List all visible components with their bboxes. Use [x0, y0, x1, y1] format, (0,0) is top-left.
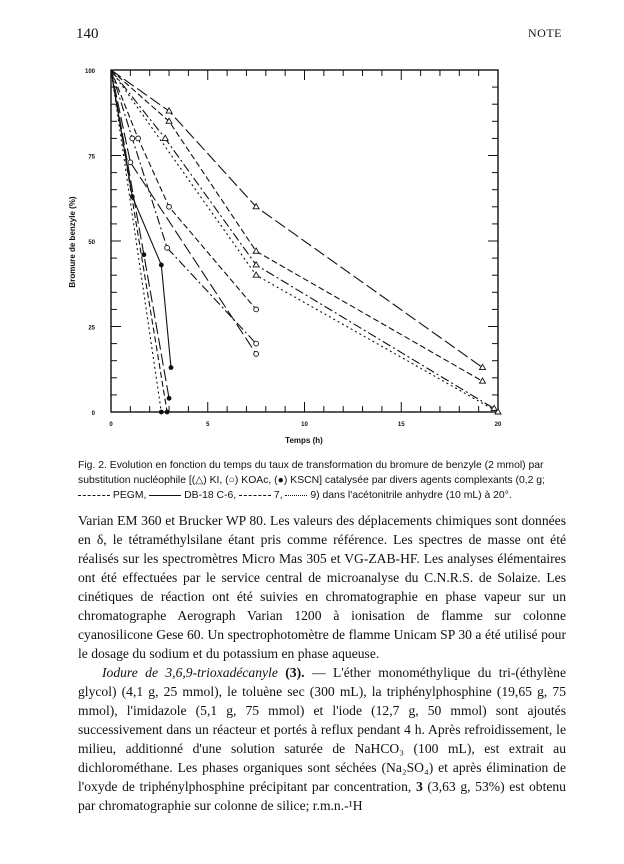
- series-line: [111, 70, 169, 398]
- x-tick-label: 10: [301, 422, 308, 428]
- series-7: [111, 70, 173, 370]
- data-point-dot: [167, 396, 172, 401]
- data-point-triangle: [480, 378, 486, 383]
- legend-line-solid: [149, 495, 181, 496]
- y-tick-label: 25: [88, 325, 95, 332]
- figure-caption: [78, 458, 564, 503]
- data-point-triangle: [166, 108, 172, 113]
- chart-axes: [85, 69, 502, 428]
- data-point-dot: [141, 252, 146, 257]
- data-point-circle: [165, 245, 170, 250]
- data-point-triangle: [480, 364, 486, 369]
- data-point-dot: [169, 365, 174, 370]
- x-tick-label: 20: [494, 422, 502, 428]
- data-point-dot: [159, 263, 164, 268]
- paragraph-2-text: — L'éther monométhylique du tri-(éthylène glycol) (4,1 g, 25 mmol), le toluène sec (300 mL), la triphénylphosphine (19,65 g, 75 mmol), l'imidazole (5,1 g, 75 mmol) et l'iode (12,7 g, 50 mmol) sont ajoutés successivement dans un réacteur et portés à reflux pendant 4 h. Après refroidissement, le milieu, additionné d'une solution saturée de NaHCO₃ (100 mL), est extrait au dichlorométhane. Les phases organiques sont séchées (Na₂SO₄) et après élimination de l'oxyde de triphénylphosphine précipitant par concentration,: [78, 665, 566, 794]
- data-point-circle: [254, 351, 259, 356]
- page-number: 140: [76, 26, 99, 42]
- caption-n7: 7,: [273, 490, 283, 501]
- y-tick-label: 75: [88, 154, 95, 161]
- series-line: [111, 70, 256, 354]
- compound-number: (3).: [285, 665, 305, 680]
- body-text: [78, 511, 566, 815]
- paragraph-2: [78, 663, 566, 815]
- running-head: NOTE: [528, 26, 562, 40]
- legend-line-dotted: [285, 495, 307, 496]
- data-point-circle: [128, 160, 133, 165]
- data-point-triangle: [491, 405, 497, 410]
- caption-n9: 9) dans l'acétonitrile anhydre (10 mL) à 20°.: [310, 490, 512, 501]
- compound-title: Iodure de 3,6,9-trioxadécanyle: [102, 665, 278, 680]
- series-line: [111, 70, 483, 381]
- series-8: [111, 70, 171, 401]
- series-4: [111, 70, 259, 312]
- series-6: [111, 70, 259, 356]
- legend-line-long-dash: [239, 495, 271, 496]
- data-point-triangle: [253, 272, 259, 277]
- caption-pegm: PEGM,: [112, 490, 147, 501]
- data-point-circle: [167, 204, 172, 209]
- paragraph-1: Varian EM 360 et Brucker WP 80. Les valeurs des déplacements chimiques sont données en δ, le tétraméthylsilane étant pris comme référence. Les spectres de masse ont été réalisés sur les spectromètres Micro Mas 305 et VG-ZAB-HF. Les analyses élémentaires ont été effectuées par le service central de microanalyse du C.N.R.S. de Solaize. Les cinétiques de réaction ont été suivies en chromatographie en phase vapeur sur un chromatographe Aerograph Varian 1200 à ionisation de flamme sur colonne cyanosilicone Gese 60. Un spectrophotomètre de flamme Unicam SP 30 a été utilisé pour le dosage du sodium et du potassium en phase aqueuse.: [78, 513, 566, 661]
- data-point-triangle: [162, 135, 168, 140]
- compound-ref: 3: [415, 779, 423, 794]
- y-axis-label: Bromure de benzyle (%): [68, 196, 77, 288]
- data-point-circle: [254, 307, 259, 312]
- x-axis-label: Temps (h): [285, 436, 323, 445]
- caption-text: Evolution en fonction du temps du taux de transformation du bromure de benzyle (2 mmol) par substitution nucléophile [(△) KI, (○) KOAc, (●) KSCN] catalysée par divers agents complexants (0,2 g;: [78, 460, 545, 486]
- data-point-dot: [159, 410, 164, 415]
- data-point-dot: [165, 410, 170, 415]
- series-1: [111, 70, 486, 383]
- x-tick-label: 15: [397, 422, 405, 428]
- caption-label: Fig. 2.: [78, 460, 107, 471]
- x-tick-label: 0: [109, 422, 113, 428]
- caption-db: DB-18 C-6,: [184, 490, 237, 501]
- data-point-circle: [130, 136, 135, 141]
- series-10: [111, 70, 164, 414]
- y-tick-label: 50: [88, 240, 95, 246]
- y-tick-label: 0: [91, 411, 95, 417]
- chart-series: [111, 70, 501, 414]
- x-tick-label: 5: [206, 422, 210, 428]
- y-tick-label: 100: [84, 69, 95, 75]
- legend-line-dash-dot: [78, 495, 110, 496]
- series-line: [111, 70, 256, 344]
- paragraph-2-end: (3,63 g, 53%) est obtenu par chromatographie sur colonne de silice; r.m.n.-¹H: [78, 779, 566, 813]
- data-point-circle: [254, 341, 259, 346]
- data-point-circle: [136, 136, 141, 141]
